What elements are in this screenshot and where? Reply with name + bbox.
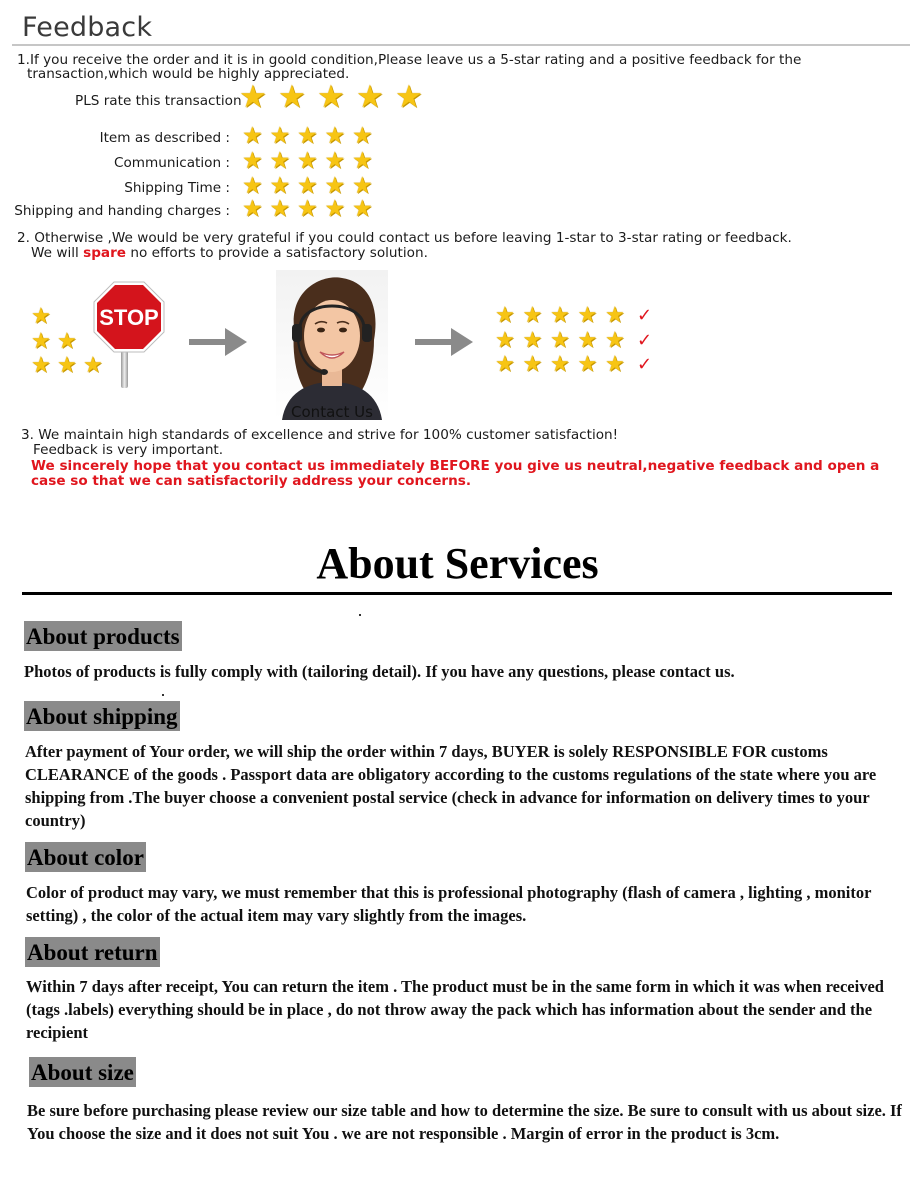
rating-row-label: Item as described : (99, 130, 230, 146)
star-icon: ★ (352, 148, 373, 174)
star-icon: ★ (278, 79, 306, 115)
star-icon: ★ (31, 353, 51, 378)
rate-transaction-label: PLS rate this transaction (75, 93, 242, 109)
star-icon: ★ (324, 173, 346, 199)
star-icon: ★ (550, 303, 570, 328)
rating-row-label: Shipping Time : (124, 180, 230, 196)
feedback-paragraph-3-red-line-1: We sincerely hope that you contact us immediately BEFORE you give us neutral,negative feedback and open a (31, 458, 880, 474)
feedback-paragraph-3-line-2: Feedback is very important. (33, 442, 224, 458)
section-body-shipping: After payment of Your order, we will ship the order within 7 days, BUYER is solely RESPONSIBLE FOR customs CLEARANCE of the goods . Passport data are obligatory according to the customs regulations of the state where you are shipping from .The buyer choose a convenient postal service (check in advance for information on delivery times to your country) (25, 742, 877, 830)
section-heading-size: About size (29, 1057, 136, 1087)
star-icon: ★ (550, 328, 570, 353)
p2-pre: We will (31, 245, 84, 261)
feedback-paragraph-1-line-2: transaction,which would be highly appreciated. (27, 66, 350, 82)
star-icon: ★ (605, 303, 625, 328)
contact-us-label: Contact Us (291, 403, 373, 421)
feedback-title: Feedback (22, 12, 153, 43)
star-icon: ★ (297, 173, 318, 199)
star-icon: ★ (577, 328, 598, 353)
feedback-paragraph-2-line-2 (31, 246, 428, 261)
star-icon: ★ (269, 148, 291, 174)
arrow-1-icon (225, 328, 247, 356)
star-icon: ★ (31, 329, 51, 354)
star-icon: ★ (31, 304, 51, 329)
star-icon: ★ (395, 79, 423, 115)
stray-dot (359, 614, 361, 616)
stray-dot (162, 694, 164, 696)
star-icon: ★ (297, 148, 318, 174)
arrow-2-shaft (415, 339, 451, 345)
star-icon: ★ (242, 148, 263, 174)
section-body-size: Be sure before purchasing please review our size table and how to determine the size. Be sure to consult with us about size. If You choose the size and it does not suit You . we are not responsible . Margin of error in the product is 3cm. (27, 1101, 902, 1143)
star-icon: ★ (550, 352, 570, 377)
star-icon: ★ (269, 123, 291, 149)
star-icon: ★ (495, 352, 515, 377)
star-icon: ★ (577, 303, 598, 328)
feedback-paragraph-1-line-1: 1.If you receive the order and it is in goold condition,Please leave us a 5-star rating and a positive feedback for the (17, 52, 802, 68)
star-icon: ★ (522, 328, 543, 353)
star-icon: ★ (352, 196, 373, 222)
section-heading-color: About color (25, 842, 146, 872)
star-icon: ★ (352, 173, 373, 199)
star-icon: ★ (242, 123, 263, 149)
customer-service-agent-icon (276, 270, 388, 420)
about-services-title: About Services (316, 539, 599, 588)
star-icon: ★ (324, 123, 346, 149)
rating-row-label: Communication : (113, 155, 230, 171)
rating-row-label: Shipping and handing charges : (14, 203, 230, 219)
feedback-paragraph-3-red-line-2: case so that we can satisfactorily address your concerns. (31, 473, 472, 489)
star-icon: ★ (324, 148, 346, 174)
star-icon: ★ (495, 303, 515, 328)
check-icon: ✓ (637, 330, 653, 351)
spare-word: spare (83, 245, 127, 261)
p2-post: no efforts to provide a satisfactory solution. (126, 245, 428, 261)
star-icon: ★ (269, 196, 291, 222)
star-icon: ★ (297, 196, 318, 222)
stop-sign-icon (93, 281, 165, 353)
star-icon: ★ (242, 196, 263, 222)
section-heading-shipping: About shipping (24, 701, 180, 731)
about-services-divider (22, 592, 892, 595)
section-body-products: Photos of products is fully comply with (tailoring detail). If you have any questions, please contact us. (24, 662, 735, 681)
feedback-divider (12, 44, 910, 46)
star-icon: ★ (495, 328, 515, 353)
star-icon: ★ (239, 79, 267, 115)
star-icon: ★ (352, 123, 373, 149)
stop-sign-text: STOP (99, 305, 159, 330)
star-icon: ★ (324, 196, 346, 222)
star-icon: ★ (83, 353, 103, 378)
section-heading-return: About return (25, 937, 160, 967)
arrow-1-shaft (189, 339, 225, 345)
arrow-2-icon (451, 328, 473, 356)
section-body-return: Within 7 days after receipt, You can return the item . The product must be in the same form in which it was when received (tags .labels) everything should be in place , do not throw away the pack which has information about the sender and the recipient (26, 977, 884, 1042)
star-icon: ★ (57, 353, 77, 378)
star-icon: ★ (269, 173, 291, 199)
star-icon: ★ (317, 79, 345, 115)
feedback-paragraph-2-line-1: 2. Otherwise ,We would be very grateful if you could contact us before leaving 1-star to 3-star rating or feedback. (17, 230, 792, 246)
star-icon: ★ (605, 352, 625, 377)
star-icon: ★ (242, 173, 263, 199)
star-icon: ★ (605, 328, 625, 353)
star-icon: ★ (297, 123, 318, 149)
section-body-color: Color of product may vary, we must remember that this is professional photography (flash of camera , lighting , monitor setting) , the color of the actual item may vary slightly from the images. (26, 883, 872, 925)
star-icon: ★ (356, 79, 384, 115)
star-icon: ★ (577, 352, 598, 377)
feedback-paragraph-3-line-1: 3. We maintain high standards of excellence and strive for 100% customer satisfaction! (21, 427, 619, 443)
star-icon: ★ (522, 352, 543, 377)
star-icon: ★ (57, 329, 77, 354)
check-icon: ✓ (637, 305, 653, 326)
section-heading-products: About products (24, 621, 182, 651)
check-icon: ✓ (637, 354, 653, 375)
star-icon: ★ (522, 303, 543, 328)
